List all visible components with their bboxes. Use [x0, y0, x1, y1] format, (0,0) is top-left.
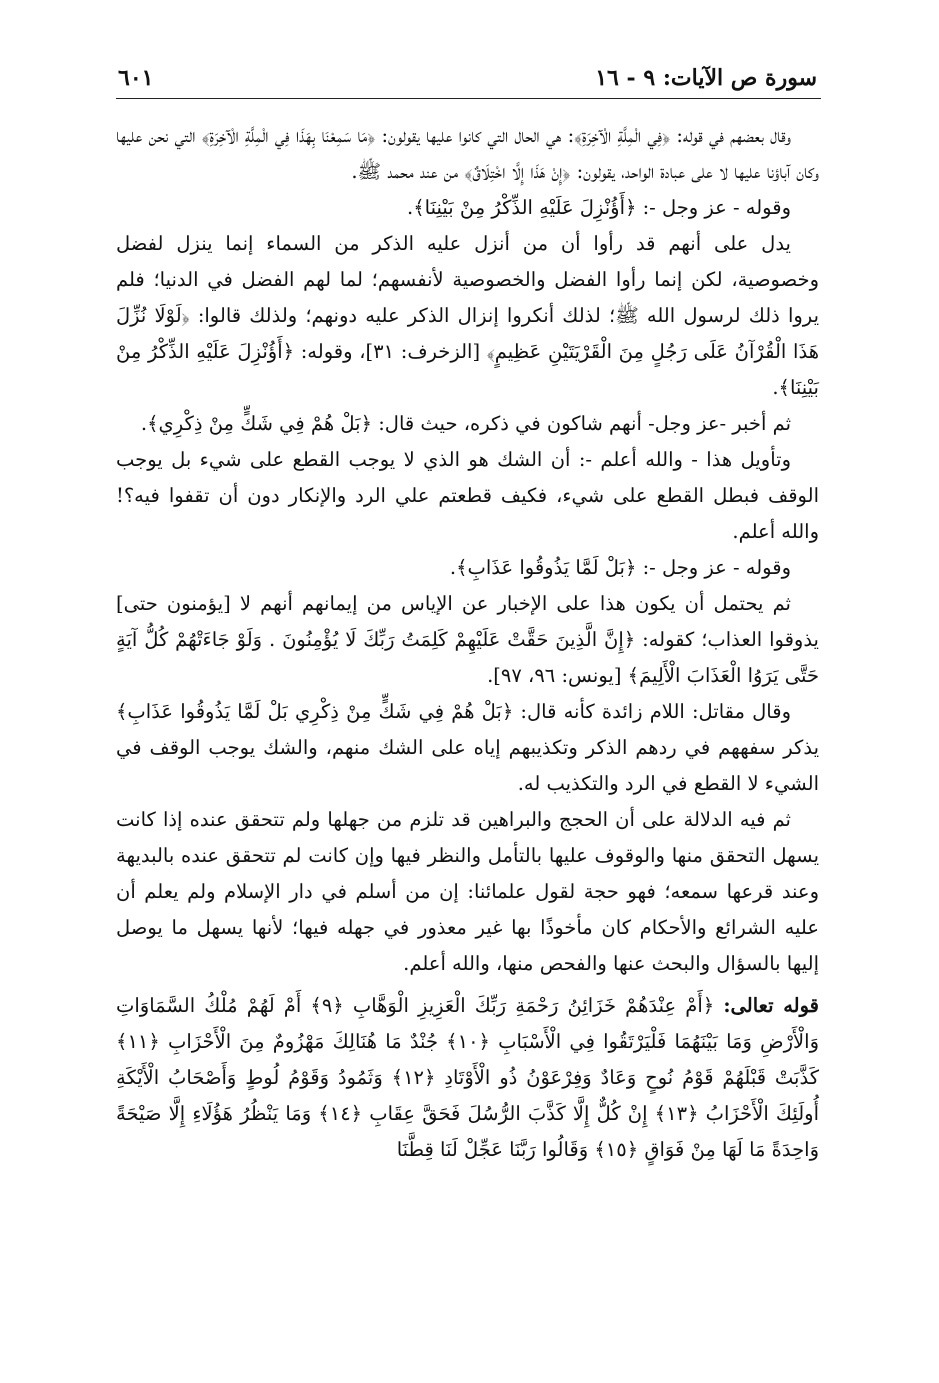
- paragraph: ثم يحتمل أن يكون هذا على الإخبار عن الإياس من إيمانهم أنهم لا [يؤمنون حتى] يذوقوا العذاب؛ كقوله: ﴿إِنَّ الَّذِينَ حَقَّتْ عَلَيْهِمْ كَلِمَتُ رَبِّكَ لَا يُؤْمِنُونَ . وَلَوْ جَاءَتْهُمْ كُلُّ آيَةٍ حَتَّى يَرَوُا الْعَذَابَ الْأَلِيمَ﴾ [يونس: ٩٦، ٩٧].: [116, 592, 819, 687]
- quran-label: قوله تعالى:: [723, 994, 819, 1017]
- page-header: [118, 58, 817, 98]
- header-divider: [116, 98, 821, 99]
- quran-passage: [116, 988, 819, 1168]
- quran-verses: ﴿أَمْ عِنْدَهُمْ خَزَائِنُ رَحْمَةِ رَبِّكَ الْعَزِيزِ الْوَهَّابِ ﴿٩﴾ أَمْ لَهُمْ مُلْكُ السَّمَاوَاتِ وَالْأَرْضِ وَمَا بَيْنَهُمَا فَلْيَرْتَقُوا فِي الْأَسْبَابِ ﴿١٠﴾ جُنْدٌ مَا هُنَالِكَ مَهْزُومٌ مِنَ الْأَحْزَابِ ﴿١١﴾ كَذَّبَتْ قَبْلَهُمْ قَوْمُ نُوحٍ وَعَادٌ وَفِرْعَوْنُ ذُو الْأَوْتَادِ ﴿١٢﴾ وَثَمُودُ وَقَوْمُ لُوطٍ وَأَصْحَابُ الْأَيْكَةِ أُولَئِكَ الْأَحْزَابُ ﴿١٣﴾ إِنْ كُلٌّ إِلَّا كَذَّبَ الرُّسُلَ فَحَقَّ عِقَابِ ﴿١٤﴾ وَمَا يَنْظُرُ هَؤُلَاءِ إِلَّا صَيْحَةً وَاحِدَةً مَا لَهَا مِنْ فَوَاقٍ ﴿١٥﴾ وَقَالُوا رَبَّنَا عَجِّلْ لَنَا قِطَّنَا: [116, 994, 820, 1161]
- paragraph: يدل على أنهم قد رأوا أن من أنزل عليه الذكر من السماء إنما ينزل لفضل وخصوصية، لكن إنما رأوا الفضل والخصوصية لأنفسهم؛ لما لهم الفضل في الدنيا؛ فلم يروا ذلك لرسول الله ﷺ؛ لذلك أنكروا إنزال الذكر عليه دونهم؛ ولذلك قالوا: ﴿لَوْلَا نُزِّلَ هَذَا الْقُرْآنُ عَلَى رَجُلٍ مِنَ الْقَرْيَتَيْنِ عَظِيمٍ﴾ [الزخرف: ٣١]، وقوله: ﴿أَؤُنْزِلَ عَلَيْهِ الذِّكْرُ مِنْ بَيْنِنَا﴾.: [116, 232, 819, 399]
- paragraph: وتأويل هذا - والله أعلم -: أن الشك هو الذي لا يوجب القطع على شيء بل يوجب الوقف فبطل القطع على شيء، فكيف قطعتم علي الرد والإنكار دون أن تقفوا فيه؟! والله أعلم.: [116, 448, 819, 543]
- main-text: [116, 118, 819, 1168]
- paragraph: ثم أخبر -عز وجل- أنهم شاكون في ذكره، حيث قال: ﴿بَلْ هُمْ فِي شَكٍّ مِنْ ذِكْرِي﴾.: [140, 412, 791, 435]
- paragraph: ثم فيه الدلالة على أن الحجج والبراهين قد تلزم من جهلها ولم تتحقق عنده إذا كانت يسهل التحقق منها والوقوف عليها بالتأمل والنظر فيها وإن كانت لم تتحقق عنده بالبديهة وعند قرعها سمعه؛ فهو حجة لقول علمائنا: إن من أسلم في دار الإسلام ولم يعلم أن عليه الشرائع والأحكام كان مأخوذًا بها غير معذور في جهله فيها؛ لأنها يسهل ما يوصل إليها بالسؤال والبحث عنها والفحص منها، والله أعلم.: [116, 808, 819, 975]
- page-number: ٦٠١: [118, 65, 154, 91]
- paragraph: وقال مقاتل: اللام زائدة كأنه قال: ﴿بَلْ هُمْ فِي شَكٍّ مِنْ ذِكْرِي بَلْ لَمَّا يَذُوقُوا عَذَابِ﴾ يذكر سفههم في ردهم الذكر وتكذيبهم إياه على الشك منهم، والشك يوجب الوقف في الشيء لا القطع في الرد والتكذيب له.: [116, 700, 819, 795]
- paragraph: وقوله - عز وجل -: ﴿أَؤُنْزِلَ عَلَيْهِ الذِّكْرُ مِنْ بَيْنِنَا﴾.: [407, 196, 791, 219]
- running-title: سورة ص الآيات: ٩ - ١٦: [595, 65, 817, 91]
- paragraph: وقال بعضهم في قوله: ﴿فِي الْمِلَّةِ الْآخِرَةِ﴾: هي الحال التي كانوا عليها يقولون: ﴿مَا سَمِعْنَا بِهَذَا فِي الْمِلَّةِ الْآخِرَةِ﴾ التي نحن عليها وكان آباؤنا عليها لا على عبادة الواحد، يقولون: ﴿إِنْ هَذَا إِلَّا اخْتِلَاقٌ﴾ من عند محمد ﷺ.: [116, 124, 819, 183]
- paragraph: وقوله - عز وجل -: ﴿بَلْ لَمَّا يَذُوقُوا عَذَابِ﴾.: [449, 556, 791, 579]
